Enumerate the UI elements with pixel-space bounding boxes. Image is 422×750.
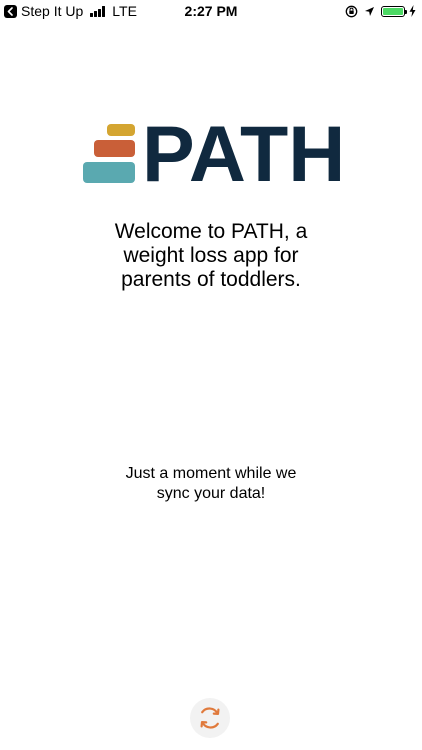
- logo-bar-middle: [94, 140, 135, 157]
- battery-fill: [383, 8, 403, 15]
- welcome-line-3: parents of toddlers.: [121, 268, 301, 291]
- back-to-app-label[interactable]: Step It Up: [21, 3, 84, 19]
- welcome-line-2: weight loss app for: [123, 244, 299, 267]
- status-bar: [0, 0, 422, 22]
- path-logo: [82, 109, 346, 198]
- sync-icon: [196, 704, 224, 732]
- sync-button[interactable]: [190, 698, 230, 738]
- battery-cap: [405, 10, 407, 14]
- logo-bar-top: [107, 124, 135, 136]
- welcome-message: [60, 220, 362, 292]
- rotation-lock-icon: [345, 5, 358, 18]
- logo-bar-bottom: [83, 162, 135, 183]
- logo-wordmark: PATH: [142, 109, 346, 198]
- status-right: [339, 3, 416, 19]
- network-type: LTE: [112, 3, 137, 19]
- welcome-line-1: Welcome to PATH, a: [114, 220, 308, 243]
- charging-bolt-icon: [409, 5, 416, 17]
- status-time: 2:27 PM: [184, 3, 238, 19]
- battery-icon: [381, 6, 405, 17]
- sync-message: [90, 464, 332, 504]
- sync-message-line-2: sync your data!: [156, 485, 266, 502]
- sync-message-line-1: Just a moment while we: [125, 465, 297, 482]
- location-arrow-icon: [364, 6, 375, 17]
